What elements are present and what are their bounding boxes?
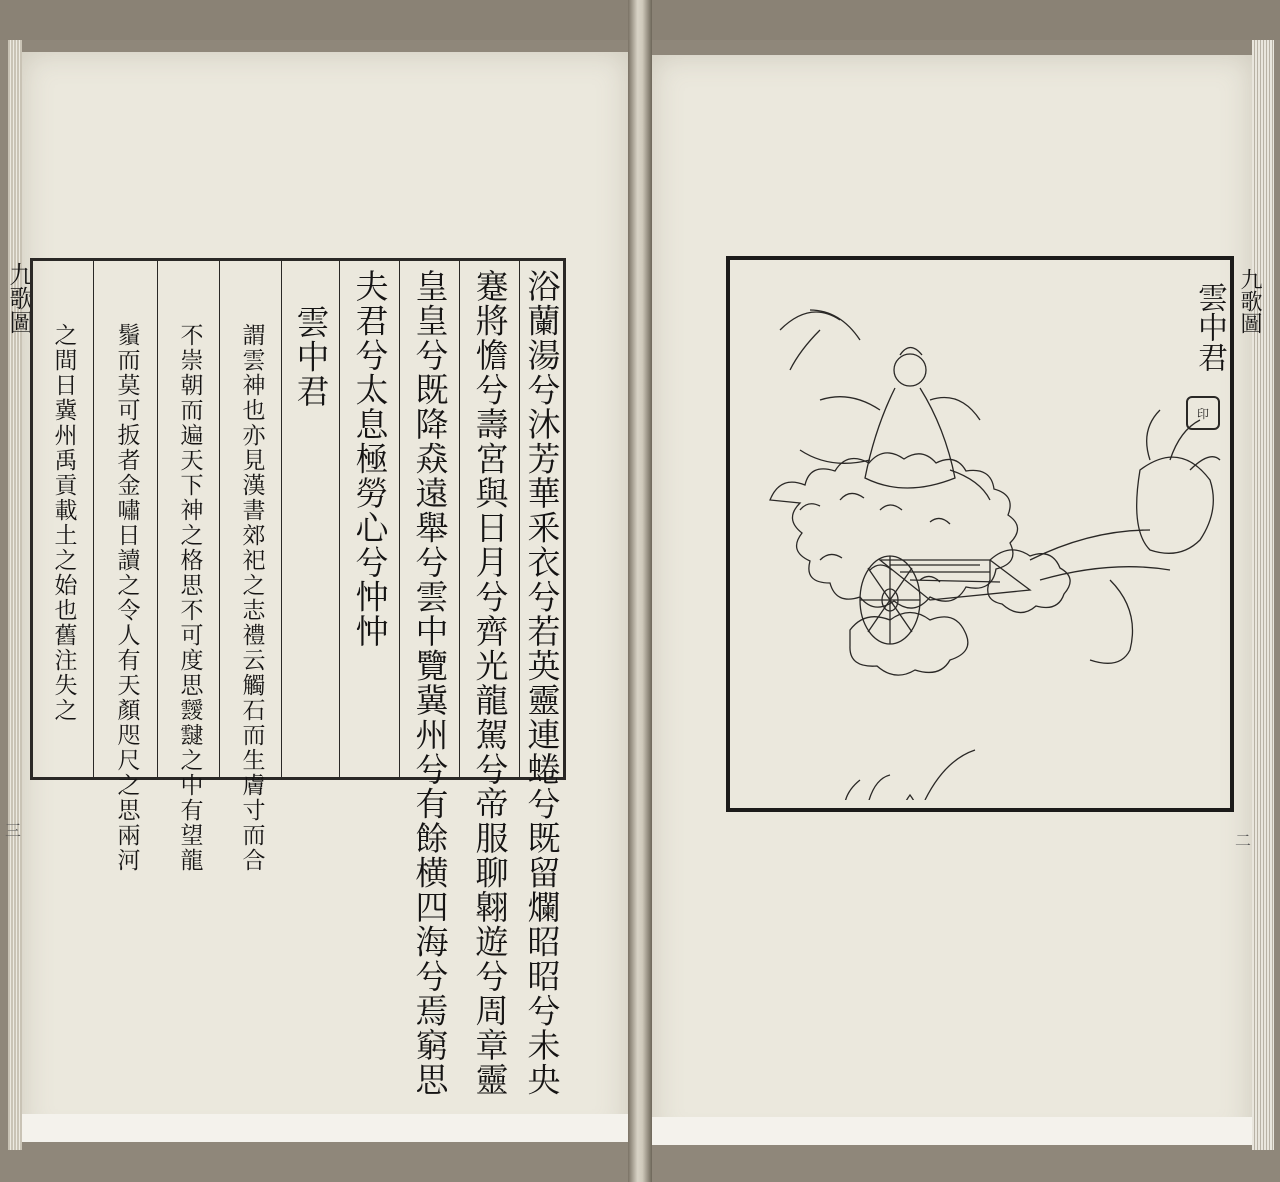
- chariot-body: [880, 560, 1030, 600]
- column-rule: [93, 261, 94, 777]
- verse-column: [401, 261, 459, 1097]
- commentary-line: 鬚而莫可扳者金嘯日讀之令人有天顏咫尺之思兩河: [113, 323, 140, 873]
- column-rule: [519, 261, 520, 777]
- text-frame: [30, 258, 566, 1097]
- illustration-drawing: [730, 260, 1222, 800]
- column-rule: [281, 261, 282, 777]
- column-rule: [399, 261, 400, 777]
- seal-stamp: [1186, 396, 1220, 430]
- commentary-line: 之間日冀州禹貢載土之始也舊注失之: [50, 323, 77, 723]
- book-gutter: [628, 0, 652, 1182]
- seal-text: 印: [1196, 406, 1209, 421]
- left-margin-title: [0, 258, 32, 368]
- verse-column: [341, 261, 399, 777]
- verse-line: 蹇將憺兮壽宮與日月兮齊光龍駕兮帝服聊翺遊兮周章靈: [470, 269, 510, 1097]
- vase-icon: [808, 750, 975, 800]
- commentary-column: [221, 261, 281, 873]
- column-rule: [459, 261, 460, 777]
- section-title: 雲中君: [291, 305, 331, 409]
- right-folio: 二: [1235, 831, 1252, 850]
- woodblock-illustration: [726, 256, 1234, 812]
- cloud-icon: [770, 453, 1070, 675]
- margin-title-text: 九歌圖: [5, 262, 33, 334]
- verse-line: 夫君兮太息極勞心兮忡忡: [350, 269, 390, 649]
- verse-line: 浴蘭湯兮沐芳華釆衣兮若英靈連蜷兮既留爛昭昭兮未央: [522, 269, 562, 1097]
- dragon-icon: [1030, 410, 1220, 663]
- margin-title-text: 九歌圖: [1237, 268, 1262, 334]
- left-folio: 三: [5, 821, 22, 840]
- verse-line: 皇皇兮既降猋遠舉兮雲中覽冀州兮有餘横四海兮焉窮思: [410, 269, 450, 1097]
- column-rule: [219, 261, 220, 777]
- page-stack-left: [8, 40, 22, 1150]
- verse-column: [521, 261, 563, 1097]
- page-edge-bottom: [652, 1117, 1252, 1145]
- page-stack-right: [1252, 40, 1274, 1150]
- column-rule: [157, 261, 158, 777]
- right-margin-title: [1232, 268, 1262, 388]
- commentary-column: [95, 261, 157, 873]
- deity-figure: [780, 310, 990, 500]
- illustration-title: [1187, 282, 1231, 376]
- page-edge-bottom: [22, 1114, 628, 1142]
- column-rule: [339, 261, 340, 777]
- section-title-column: [283, 261, 339, 777]
- commentary-line: 謂雲神也亦見漢書郊祀之志禮云觸石而生膚寸而合: [238, 323, 265, 873]
- illustration-title-text: 雲中君: [1192, 282, 1227, 372]
- commentary-column: [159, 261, 219, 873]
- verse-column: [461, 261, 519, 1097]
- chariot-wheel-icon: [860, 556, 920, 644]
- commentary-column: [33, 261, 93, 777]
- commentary-line: 不崇朝而遍天下神之格思不可度思靉靆之中有望龍: [176, 323, 203, 873]
